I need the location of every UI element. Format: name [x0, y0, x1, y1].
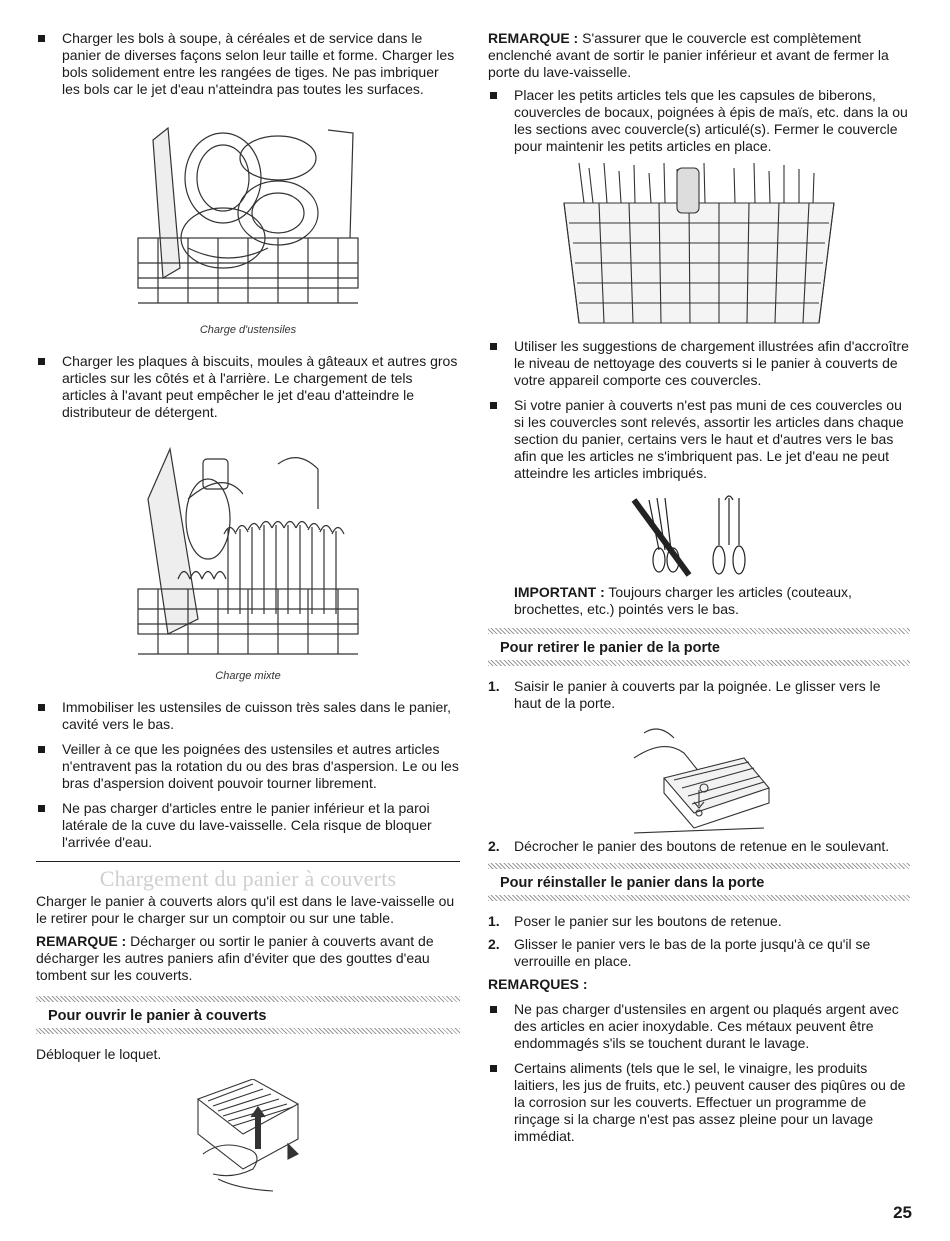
- page-number: 25: [893, 1203, 912, 1222]
- hatch-rule: [488, 863, 910, 869]
- baking-sheets-bullet: Charger les plaques à biscuits, moules à gâteaux et autres gros articles sur les côtés et à l'arrière. Le chargement de tels articles à l'avant peut empêcher le jet d'eau d'atteindre le distributeur de détergent.: [36, 353, 460, 421]
- latch-illustration: [193, 1079, 303, 1194]
- caption-mixed: Charge mixte: [215, 670, 281, 682]
- remarque-text: Décharger ou sortir le panier à couverts avant de décharger les autres paniers afin d'éviter que des gouttes d'eau tombent sur les couverts.: [36, 933, 434, 983]
- no-covers-bullet: Si votre panier à couverts n'est pas muni de ces couvercles ou si les couvercles sont relevés, assortir les articles dans chaque section du panier, certains vers le haut et d'autres vers le bas afin que les articles ne s'imbriquent pas. Le jet d'eau ne peut atteindre les articles imbriqués.: [488, 397, 910, 482]
- remarque-paragraph: [36, 933, 460, 984]
- mixed-load-illustration: [128, 439, 368, 664]
- silverware-basket-illustration: [559, 163, 839, 328]
- cookware-bullet: Immobiliser les ustensiles de cuisson très sales dans le panier, cavité vers le bas.: [36, 699, 460, 733]
- important-paragraph: [488, 584, 910, 618]
- reinstall-step-1: 1. Poser le panier sur les boutons de retenue.: [488, 913, 782, 929]
- corrosion-note: Certains aliments (tels que le sel, le vinaigre, les produits laitiers, les jus de fruits, etc.) peuvent causer des piqûres ou de la corrosion sur les couverts. Effectuer un programme de rinçage si la charge n'est pas assez pleine pour un lavage immédiat.: [488, 1060, 910, 1145]
- section-divider: [36, 861, 460, 862]
- bowls-bullet: Charger les bols à soupe, à céréales et de service dans le panier de diverses façons selon leur taille et forme. Charger les bols solidement entre les rangées de tiges. Ne pas imbriquer les bols car le jet d'eau n'atteindra pas toutes les surfaces.: [36, 30, 460, 98]
- left-column: [36, 30, 460, 1194]
- subhead-remove-basket: Pour retirer le panier de la porte: [500, 640, 720, 656]
- subhead-reinstall-basket: Pour réinstaller le panier dans la porte: [500, 875, 765, 891]
- important-label: IMPORTANT :: [514, 584, 605, 600]
- spray-arm-bullet: Veiller à ce que les poignées des ustensiles et autres articles n'entravent pas la rotation du ou des bras d'aspersion. Le ou les bras d'aspersion doivent pouvoir tourner librement.: [36, 741, 460, 792]
- remarque-text-right: S'assurer que le couvercle est complètement enclenché avant de sortir le panier inférieur et avant de fermer la porte du lave-vaisselle.: [488, 30, 889, 80]
- silver-steel-note: Ne pas charger d'ustensiles en argent ou plaqués argent avec des articles en acier inoxydable. Ces métaux peuvent être endommagés s'ils se touchent durant le lavage.: [488, 1001, 910, 1052]
- remarque-paragraph-right: [488, 30, 910, 81]
- hatch-rule: [36, 1028, 460, 1034]
- hatch-rule: [36, 996, 460, 1002]
- hatch-rule: [488, 895, 910, 901]
- hatch-rule: [488, 660, 910, 666]
- remarque-label: REMARQUE :: [36, 933, 127, 949]
- section-title: Chargement du panier à couverts: [99, 866, 397, 891]
- unlock-text: Débloquer le loquet.: [36, 1046, 162, 1062]
- caption-dishes: Charge d'ustensiles: [199, 324, 297, 336]
- remove-basket-illustration: [624, 718, 774, 838]
- right-column: [488, 30, 910, 1153]
- intro-text: Charger le panier à couverts alors qu'il est dans le lave-vaisselle ou le retirer pour le charger sur un comptoir ou sur une table.: [36, 893, 455, 926]
- subhead-open-basket: Pour ouvrir le panier à couverts: [48, 1008, 267, 1024]
- small-items-bullet: Placer les petits articles tels que les capsules de biberons, couvercles de bocaux, poignées à épis de maïs, etc. dans la ou les sections avec couvercle(s) articulé(s). Fermer le couvercle pour maintenir les petits articles en place.: [488, 87, 910, 155]
- dish-rack-illustration: [128, 118, 368, 318]
- suggestions-bullet: Utiliser les suggestions de chargement illustrées afin d'accroître le niveau de nettoyage des couverts si le panier à couverts de votre appareil comporte ces couvercles.: [488, 338, 910, 389]
- side-wall-bullet: Ne pas charger d'articles entre le panier inférieur et la paroi latérale de la cuve du lave-vaisselle. Cela risque de bloquer l'arrivée d'eau.: [36, 800, 460, 851]
- utensil-orientation-illustration: [629, 490, 769, 580]
- remove-step-1: 1. Saisir le panier à couverts par la poignée. Le glisser vers le haut de la porte.: [488, 678, 881, 711]
- reinstall-step-2: 2. Glisser le panier vers le bas de la porte jusqu'à ce qu'il se verrouille en place.: [488, 936, 871, 969]
- remarque-label-right: REMARQUE :: [488, 30, 579, 46]
- important-text: Toujours charger les articles (couteaux, brochettes, etc.) pointés vers le bas.: [514, 584, 852, 617]
- hatch-rule: [488, 628, 910, 634]
- remove-step-2: 2. Décrocher le panier des boutons de retenue en le soulevant.: [488, 838, 890, 854]
- remarques-label: REMARQUES :: [488, 976, 588, 992]
